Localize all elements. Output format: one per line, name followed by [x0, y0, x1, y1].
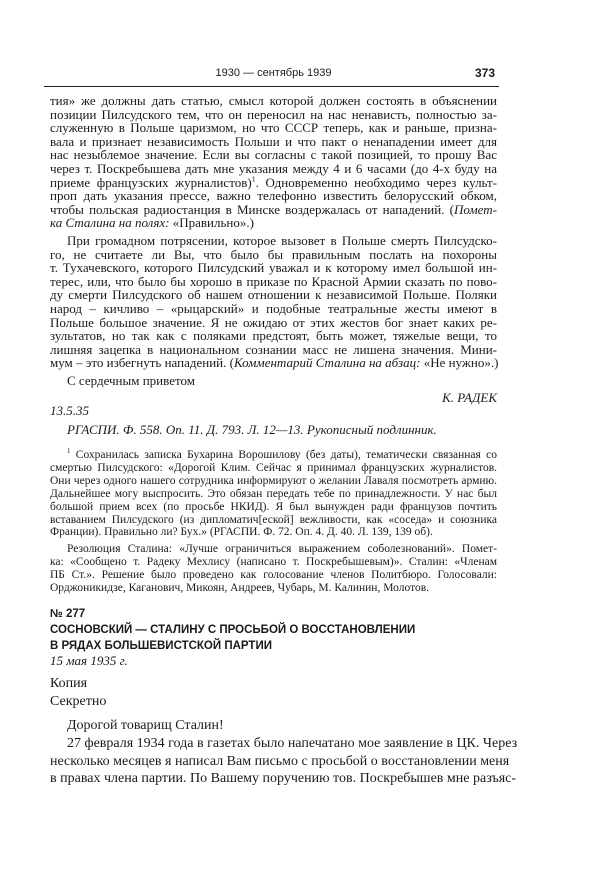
text-line — [50, 189, 497, 203]
text-line — [50, 135, 497, 149]
letter-paragraph-1 — [50, 94, 497, 230]
text-segment: через т. Поскребышева дать мне указания между 4 и 6 часами (до 4-х буду на — [50, 160, 497, 176]
text-segment: тия» же должны дать статью, смысл которой должен состоять в объяснении — [50, 93, 497, 108]
text-segment: го, не считаете ли Вы, что было бы правильным послать на похороны — [50, 246, 497, 262]
text-line — [50, 275, 497, 289]
document-date: 15 мая 1935 г. — [50, 653, 128, 668]
text-segment: ПБ Ст.». Решение было проведено как голосование членов Политбюро. Голосовали: — [50, 568, 497, 581]
text-line — [50, 735, 518, 753]
text-segment: приеме французских журналистов) — [50, 174, 252, 190]
text-segment: Польше большое значение. Я не ожидаю от этих жестов бог знает каких ре- — [50, 314, 497, 330]
footnote-marker: 1 — [67, 448, 71, 456]
text-segment: «Не нужно».) — [420, 355, 499, 371]
text-segment: Комментарий Сталина на абзац: — [233, 355, 421, 371]
text-segment: 27 февраля 1934 года в газетах было напечатано мое заявление в ЦК. Через — [67, 736, 518, 751]
text-segment: проп дать указания прессе, важно телефонно известить белорусский обком, — [50, 188, 497, 204]
document-title-line-2: В РЯДАХ БОЛЬШЕВИСТСКОЙ ПАРТИИ — [50, 640, 272, 652]
text-line — [50, 216, 497, 230]
text-line — [50, 501, 497, 514]
text-line — [50, 526, 497, 539]
text-segment: Помет- — [453, 201, 497, 217]
resolution-note — [50, 543, 497, 595]
text-line — [50, 162, 497, 176]
text-line — [50, 488, 497, 501]
text-line — [50, 343, 497, 357]
text-segment: Дальнейшее могу выспросить. Это обязан передать тебе по принадлежности. У нас был — [50, 487, 497, 500]
text-line — [50, 176, 497, 190]
greeting: Дорогой товарищ Сталин! — [67, 718, 224, 733]
text-line — [50, 203, 497, 217]
letter-closing: С сердечным приветом — [67, 373, 195, 388]
text-segment: большой прием всех (по просьбе НКИД). Я был вынужден ради французов почтить — [50, 500, 497, 513]
text-segment: зультатов, но так как с поляками предстоят, быть может, тяжелые вещи, то — [50, 328, 497, 344]
text-segment: ду смерти Пилсудского об нашем отношении к независимой Польше. Поляки — [50, 287, 497, 303]
text-segment: чтобы польская радиостанция в Минске воздержалась от нападений. ( — [50, 201, 454, 217]
text-segment: вала и признает независимость Польши и что пакт о ненападении имеет для — [50, 133, 497, 149]
text-segment: Резолюция Сталина: «Лучше ограничиться выражением соболезнований». Помет- — [67, 543, 497, 555]
text-segment: вставанием Пилсудского (из дипломатич[еской] вежливости, как «соседа» и союзника — [50, 513, 497, 526]
text-line — [50, 121, 497, 135]
text-segment: При громадном потрясении, которое вызовет в Польше смерть Пилсудско- — [67, 233, 497, 248]
text-segment: Сохранилась записка Бухарина Ворошилову (без даты), тематически связанная со — [70, 449, 497, 461]
text-segment: в правах члена партии. По Вашему поручению тов. Поскребышев мне разъяс- — [50, 771, 517, 787]
document-number: № 277 — [50, 608, 86, 620]
footnote-marker: 1 — [251, 174, 256, 184]
text-line — [50, 753, 510, 771]
text-segment: ка: «Сообщено т. Радеку Мехлису (написано т. Поскребышевым)». Сталин: «Членам — [50, 555, 497, 568]
text-line — [50, 770, 517, 788]
running-title: 1930 — сентябрь 1939 — [215, 67, 332, 79]
text-line — [50, 582, 497, 595]
text-line — [50, 462, 497, 475]
text-line — [50, 569, 497, 582]
text-segment: . Одновременно необходимо через культ- — [255, 174, 497, 190]
text-segment: «Правильно».) — [169, 215, 254, 231]
text-line — [50, 316, 497, 330]
archive-source: РГАСПИ. Ф. 558. Оп. 11. Д. 793. Л. 12—13. Рукописный подлинник. — [67, 422, 437, 437]
letter-date: 13.5.35 — [50, 403, 89, 418]
text-segment: несколько месяцев я написал Вам письмо с просьбой о восстановлении меня — [50, 753, 510, 769]
letter-paragraph-2 — [50, 234, 497, 370]
text-segment: Франции). Правильно ли? Бух.» (РГАСПИ. Ф. 72. Оп. 4. Д. 40. Л. 139, 139 об). — [50, 526, 433, 539]
text-segment: мум – это избегнуть нападений. ( — [50, 355, 234, 371]
text-segment: смертью Пилсудского: «Дорогой Клим. Сейчас я принимал французских журналистов. — [50, 461, 497, 474]
text-segment: т. Тухачевского, которого Пилсудский уважал и к которому имел большой ин- — [50, 260, 497, 276]
mark-secret: Секретно — [50, 694, 107, 709]
document-title-line-1: СОСНОВСКИЙ — СТАЛИНУ С ПРОСЬБОЙ О ВОССТАНОВЛЕНИИ — [50, 624, 416, 636]
text-segment: ка Сталина на полях: — [50, 215, 170, 231]
text-segment: нас незыблемое значение. Если вы согласны с такой позицией, то прошу Вас — [50, 147, 497, 163]
text-segment: позиции Пилсудского тем, что он переносил на нас ненависть, полностью за- — [50, 106, 497, 122]
text-segment: служенную в Польше царизмом, но что СССР теперь, как и раньше, призна- — [50, 120, 497, 136]
footnote-1 — [50, 449, 497, 539]
letter-signature: К. РАДЕК — [442, 390, 497, 405]
header-rule — [44, 86, 499, 87]
text-line — [50, 288, 497, 302]
text-line — [50, 514, 497, 527]
text-line — [50, 543, 497, 556]
text-line — [50, 356, 497, 370]
text-line — [50, 449, 497, 462]
text-segment: терес, или, что было бы хорошо в приказе по Красной Армии сказать по пово- — [50, 273, 497, 289]
text-line — [50, 248, 497, 262]
text-line — [50, 148, 497, 162]
mark-copy: Копия — [50, 676, 88, 691]
text-line — [50, 261, 497, 275]
text-line — [50, 234, 497, 248]
text-segment: народ – кичливо – «рыцарский» и подобные театральные жесты имеют в — [50, 300, 497, 316]
text-segment: лишняя зацепка в национальном сознании масс не лишена значения. Мини- — [50, 341, 497, 357]
page-number: 373 — [474, 66, 495, 80]
text-line — [50, 94, 497, 108]
text-line — [50, 329, 497, 343]
document-body — [50, 735, 518, 788]
text-segment: Они через одного нашего сотрудника информируют о желании Лаваля посмотреть армию. — [50, 474, 497, 487]
text-line — [50, 108, 497, 122]
text-line — [50, 302, 497, 316]
running-header — [50, 66, 497, 82]
text-line — [50, 556, 497, 569]
text-line — [50, 475, 497, 488]
text-segment: Орджоникидзе, Каганович, Микоян, Андреев, Чубарь, М. Калинин, Молотов. — [50, 581, 430, 594]
